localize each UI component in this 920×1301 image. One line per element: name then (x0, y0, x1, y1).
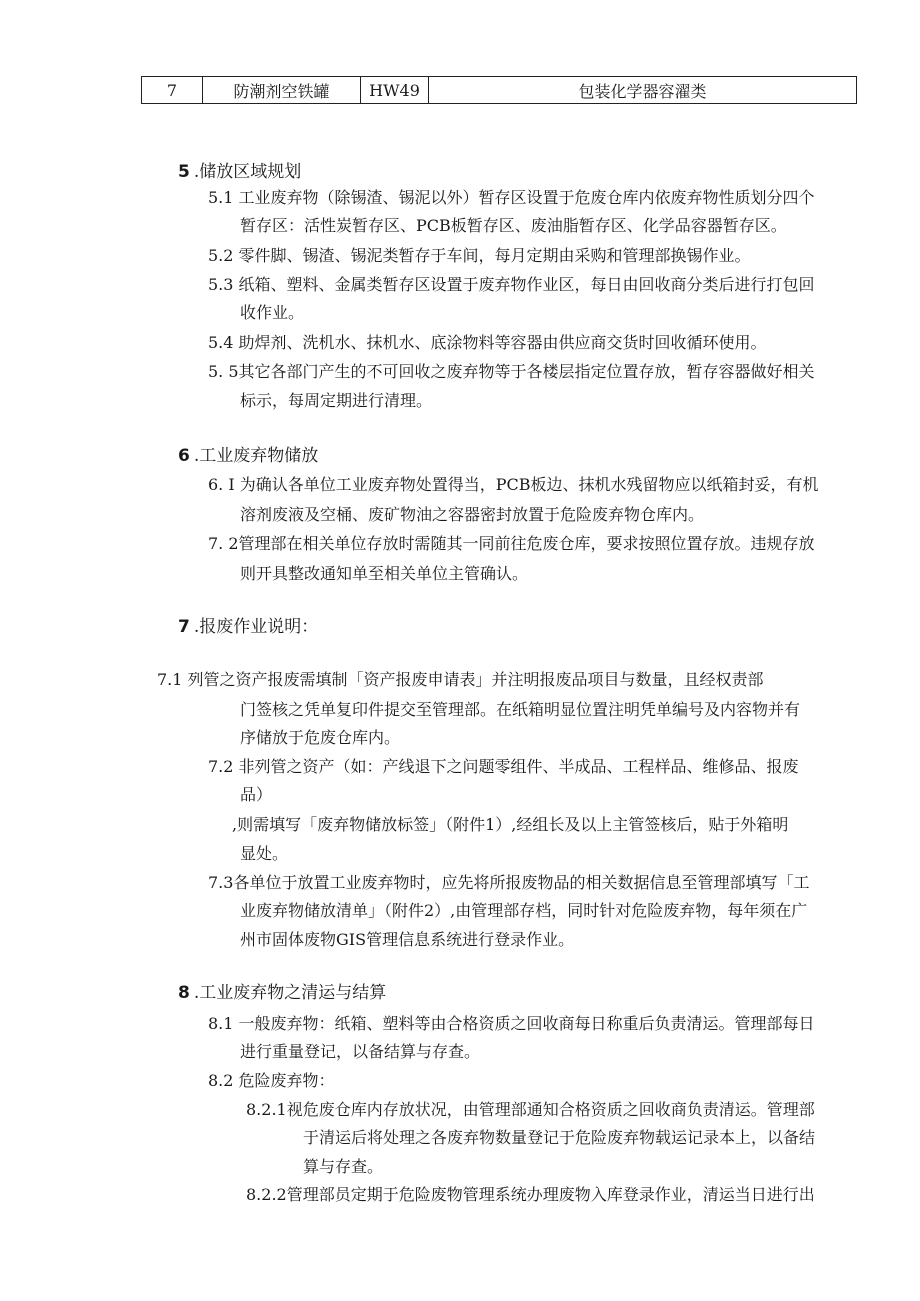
paragraph-line: 8.2.2管理部员定期于危险废物管理系统办理废物入库登录作业，清运当日进行出 (246, 1185, 815, 1204)
paragraph-line: 州市固体废物GIS管理信息系统进行登录作业。 (240, 930, 575, 949)
paragraph-line: 进行重量登记，以备结算与存查。 (240, 1042, 481, 1061)
paragraph-line: 标示，每周定期进行清理。 (240, 391, 433, 410)
paragraph-line: 8.1 一般废弃物：纸箱、塑料等由合格资质之回收商每日称重后负责清运。管理部每日 (208, 1014, 815, 1033)
section-5-number: 5 (178, 162, 190, 182)
table-cell-name: 防潮剂空铁罐 (203, 77, 361, 104)
paragraph-line: 7.2 非列管之资产（如：产线退下之问题零组件、半成品、工程样品、维修品、报废 (208, 757, 799, 776)
paragraph-line: 于清运后将处理之各废弃物数量登记于危险废弃物载运记录本上，以备结 (303, 1128, 816, 1147)
paragraph-line: 7.3各单位于放置工业废弃物时，应先将所报废物品的相关数据信息至管理部填写「工 (208, 873, 810, 892)
paragraph-line: 7. 2管理部在相关单位存放时需随其一同前往危废仓库，要求按照位置存放。违规存放 (208, 534, 815, 553)
paragraph-line: 5.3 纸箱、塑料、金属类暂存区设置于废弃物作业区，每日由回收商分类后进行打包回 (208, 275, 815, 294)
section-6-title: .工业废弃物储放 (193, 446, 319, 466)
paragraph-line: 显处。 (240, 844, 289, 863)
section-8-number: 8 (178, 983, 190, 1003)
paragraph-line: 5. 5其它各部门产生的不可回收之废弃物等于各楼层指定位置存放，暂存容器做好相关 (208, 362, 815, 381)
section-7-heading (178, 617, 318, 637)
paragraph-line: 6. I 为确认各单位工业废弃物处置得当，PCB板边、抹机水残留物应以纸箱封妥，有机 (208, 475, 819, 494)
table-cell-category: 包装化学器容濯类 (429, 77, 857, 104)
table-row (142, 77, 857, 104)
waste-table (141, 76, 857, 104)
table-cell-no: 7 (142, 77, 203, 104)
section-7-number: 7 (178, 617, 190, 637)
paragraph-line: 5.1 工业废弃物（除锡渣、锡泥以外）暂存区设置于危废仓库内依废弃物性质划分四个 (208, 188, 815, 207)
section-6-number: 6 (178, 446, 190, 466)
section-6-heading (178, 446, 318, 466)
table-cell-code: HW49 (361, 77, 429, 104)
paragraph-line: 5.4 助焊剂、洗机水、抹机水、底涂物料等容器由供应商交货时回收循环使用。 (208, 333, 767, 352)
paragraph-line: 溶剂废液及空桶、废矿物油之容器密封放置于危险废弃物仓库内。 (240, 505, 705, 524)
paragraph-line: 序储放于危废仓库内。 (240, 728, 401, 747)
paragraph-line: 7.1 列管之资产报废需填制「资产报废申请表」并注明报废品项目与数量，且经权责部 (157, 670, 764, 689)
paragraph-line: 8.2 危险废弃物： (208, 1071, 335, 1090)
paragraph-line: 则开具整改通知单至相关单位主管确认。 (240, 564, 529, 583)
paragraph-line: 收作业。 (240, 303, 305, 322)
paragraph-line: 算与存查。 (303, 1157, 384, 1176)
paragraph-line: 5.2 零件脚、锡渣、锡泥类暂存于车间，每月定期由采购和管理部换锡作业。 (208, 246, 751, 265)
paragraph-line: 门签核之凭单复印件提交至管理部。在纸箱明显位置注明凭单编号及内容物并有 (240, 700, 801, 719)
paragraph-line: 业废弃物储放清单」（附件2）,由管理部存档，同时针对危险废弃物，每年须在广 (240, 901, 808, 920)
paragraph-line: ,则需填写「废弃物储放标签」（附件1）,经组长及以上主管签核后，贴于外箱明 (232, 815, 789, 834)
section-8-heading (178, 983, 386, 1003)
section-7-title: .报废作业说明： (193, 617, 319, 637)
section-5-title: .储放区域规划 (193, 162, 302, 182)
section-8-title: .工业废弃物之清运与结算 (193, 983, 387, 1003)
section-5-heading (178, 162, 301, 182)
paragraph-line: 8.2.1视危废仓库内存放状况，由管理部通知合格资质之回收商负责清运。管理部 (246, 1100, 815, 1119)
paragraph-line: 暂存区：活性炭暂存区、PCB板暂存区、废油脂暂存区、化学品容器暂存区。 (240, 216, 787, 235)
paragraph-line: 品） (240, 785, 273, 804)
